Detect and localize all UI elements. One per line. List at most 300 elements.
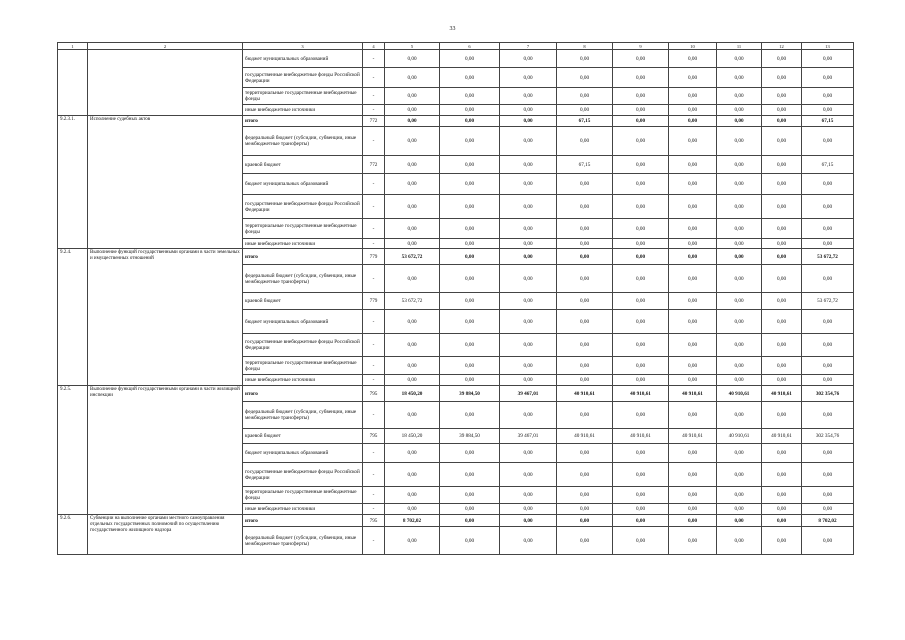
budget-code: 772: [363, 156, 385, 174]
amount-cell: 0,00: [385, 375, 440, 386]
budget-code: 779: [363, 249, 385, 265]
amount-cell: 53 672,72: [802, 293, 854, 310]
column-number: 9: [613, 43, 669, 50]
amount-cell: 0,00: [717, 127, 762, 156]
funding-source: бюджет муниципальных образований: [243, 444, 363, 463]
amount-cell: 0,00: [385, 527, 440, 555]
item-number: 9.2.4.: [58, 249, 88, 386]
amount-cell: 0,00: [557, 504, 613, 515]
amount-cell: 0,00: [717, 88, 762, 105]
column-number: 5: [385, 43, 440, 50]
budget-code: -: [363, 105, 385, 116]
funding-source: бюджет муниципальных образований: [243, 50, 363, 68]
amount-cell: 0,00: [802, 88, 854, 105]
amount-cell: 0,00: [385, 174, 440, 195]
amount-cell: 0,00: [613, 334, 669, 357]
amount-cell: 40 910,61: [717, 386, 762, 402]
amount-cell: 0,00: [440, 527, 500, 555]
amount-cell: 0,00: [440, 219, 500, 239]
amount-cell: 40 910,61: [613, 429, 669, 444]
budget-code: -: [363, 195, 385, 219]
amount-cell: 0,00: [385, 68, 440, 88]
amount-cell: 0,00: [557, 515, 613, 527]
amount-cell: 0,00: [557, 357, 613, 375]
amount-cell: 0,00: [762, 127, 802, 156]
budget-code: -: [363, 357, 385, 375]
amount-cell: 0,00: [500, 50, 557, 68]
amount-cell: 0,00: [440, 515, 500, 527]
amount-cell: 0,00: [440, 293, 500, 310]
amount-cell: 0,00: [717, 174, 762, 195]
amount-cell: 0,00: [557, 265, 613, 293]
funding-source: итого: [243, 515, 363, 527]
amount-cell: 0,00: [385, 402, 440, 429]
amount-cell: 0,00: [669, 310, 717, 334]
amount-cell: 0,00: [500, 116, 557, 127]
amount-cell: 0,00: [440, 105, 500, 116]
amount-cell: 0,00: [385, 504, 440, 515]
column-numbers-row: [58, 43, 854, 50]
amount-cell: 0,00: [500, 334, 557, 357]
funding-source: территориальные государственные внебюджетные фонды: [243, 88, 363, 105]
amount-cell: 0,00: [385, 88, 440, 105]
amount-cell: 0,00: [557, 105, 613, 116]
amount-cell: 0,00: [385, 444, 440, 463]
amount-cell: 0,00: [717, 310, 762, 334]
amount-cell: 53 672,72: [385, 293, 440, 310]
column-number: 8: [557, 43, 613, 50]
amount-cell: 0,00: [802, 50, 854, 68]
amount-cell: 0,00: [717, 444, 762, 463]
budget-code: -: [363, 402, 385, 429]
amount-cell: 0,00: [385, 219, 440, 239]
amount-cell: 0,00: [669, 88, 717, 105]
amount-cell: 0,00: [669, 265, 717, 293]
column-number: 10: [669, 43, 717, 50]
amount-cell: 0,00: [613, 68, 669, 88]
amount-cell: 0,00: [669, 219, 717, 239]
funding-source: бюджет муниципальных образований: [243, 174, 363, 195]
budget-code: -: [363, 239, 385, 249]
amount-cell: 40 910,61: [669, 386, 717, 402]
item-title: Исполнение судебных актов: [88, 116, 243, 249]
amount-cell: 0,00: [802, 357, 854, 375]
funding-source: территориальные государственные внебюджетные фонды: [243, 357, 363, 375]
budget-code: -: [363, 68, 385, 88]
amount-cell: 0,00: [613, 127, 669, 156]
amount-cell: 0,00: [440, 265, 500, 293]
amount-cell: 0,00: [762, 156, 802, 174]
amount-cell: 0,00: [385, 116, 440, 127]
amount-cell: 0,00: [613, 444, 669, 463]
amount-cell: 40 910,61: [717, 429, 762, 444]
amount-cell: 0,00: [500, 487, 557, 504]
amount-cell: 40 910,61: [669, 429, 717, 444]
amount-cell: 0,00: [669, 293, 717, 310]
amount-cell: 0,00: [717, 265, 762, 293]
amount-cell: 18 450,20: [385, 429, 440, 444]
amount-cell: 0,00: [762, 334, 802, 357]
amount-cell: 0,00: [440, 310, 500, 334]
funding-source: краевой бюджет: [243, 156, 363, 174]
amount-cell: 40 910,61: [557, 429, 613, 444]
amount-cell: 0,00: [440, 127, 500, 156]
amount-cell: 0,00: [557, 463, 613, 487]
amount-cell: 0,00: [717, 68, 762, 88]
budget-code: -: [363, 310, 385, 334]
amount-cell: 0,00: [613, 402, 669, 429]
amount-cell: 0,00: [440, 50, 500, 68]
budget-code: -: [363, 463, 385, 487]
amount-cell: 0,00: [440, 88, 500, 105]
table-row: [58, 386, 854, 402]
amount-cell: 0,00: [613, 375, 669, 386]
amount-cell: 0,00: [557, 293, 613, 310]
amount-cell: 0,00: [762, 375, 802, 386]
amount-cell: 0,00: [802, 68, 854, 88]
amount-cell: 0,00: [669, 504, 717, 515]
amount-cell: 0,00: [500, 265, 557, 293]
amount-cell: 0,00: [440, 174, 500, 195]
column-number: 4: [363, 43, 385, 50]
amount-cell: 0,00: [717, 239, 762, 249]
amount-cell: 40 910,61: [762, 429, 802, 444]
amount-cell: 0,00: [385, 156, 440, 174]
amount-cell: 0,00: [717, 293, 762, 310]
amount-cell: 0,00: [762, 50, 802, 68]
amount-cell: 0,00: [500, 515, 557, 527]
amount-cell: 0,00: [717, 527, 762, 555]
amount-cell: 0,00: [802, 375, 854, 386]
budget-code: -: [363, 504, 385, 515]
amount-cell: 0,00: [717, 219, 762, 239]
amount-cell: 0,00: [669, 527, 717, 555]
amount-cell: 0,00: [613, 219, 669, 239]
item-title: Субвенции на выполнение органами местного самоуправления отдельных государственных полномочий по осуществлению государственного жилищного надзора: [88, 515, 243, 555]
funding-source: государственные внебюджетные фонды Российской Федерации: [243, 195, 363, 219]
amount-cell: 0,00: [717, 504, 762, 515]
budget-table: [57, 42, 854, 555]
amount-cell: 0,00: [802, 239, 854, 249]
amount-cell: 0,00: [717, 487, 762, 504]
amount-cell: 0,00: [440, 68, 500, 88]
amount-cell: 0,00: [385, 334, 440, 357]
amount-cell: 0,00: [717, 249, 762, 265]
amount-cell: 67,15: [557, 116, 613, 127]
budget-code: -: [363, 527, 385, 555]
amount-cell: 0,00: [762, 515, 802, 527]
amount-cell: 0,00: [500, 293, 557, 310]
amount-cell: 0,00: [717, 402, 762, 429]
amount-cell: 0,00: [613, 310, 669, 334]
amount-cell: 0,00: [802, 504, 854, 515]
table-row: [58, 249, 854, 265]
amount-cell: 0,00: [762, 239, 802, 249]
amount-cell: 0,00: [669, 174, 717, 195]
column-number: 12: [762, 43, 802, 50]
amount-cell: 0,00: [500, 195, 557, 219]
amount-cell: 0,00: [613, 116, 669, 127]
amount-cell: 0,00: [557, 334, 613, 357]
budget-code: 772: [363, 116, 385, 127]
amount-cell: 0,00: [440, 239, 500, 249]
amount-cell: 0,00: [613, 357, 669, 375]
amount-cell: 0,00: [500, 127, 557, 156]
amount-cell: 0,00: [613, 504, 669, 515]
item-title: [88, 50, 243, 116]
amount-cell: 0,00: [440, 487, 500, 504]
funding-source: территориальные государственные внебюджетные фонды: [243, 487, 363, 504]
column-number: 1: [58, 43, 88, 50]
amount-cell: 0,00: [669, 515, 717, 527]
amount-cell: 0,00: [557, 444, 613, 463]
amount-cell: 0,00: [613, 50, 669, 68]
budget-code: 795: [363, 429, 385, 444]
amount-cell: 0,00: [762, 195, 802, 219]
amount-cell: 0,00: [440, 334, 500, 357]
amount-cell: 40 910,61: [557, 386, 613, 402]
budget-code: -: [363, 127, 385, 156]
amount-cell: 0,00: [802, 174, 854, 195]
amount-cell: 0,00: [762, 487, 802, 504]
budget-code: -: [363, 265, 385, 293]
amount-cell: 18 450,20: [385, 386, 440, 402]
amount-cell: 0,00: [762, 310, 802, 334]
amount-cell: 0,00: [500, 249, 557, 265]
amount-cell: 0,00: [613, 293, 669, 310]
item-number: 9.2.3.1.: [58, 116, 88, 249]
amount-cell: 0,00: [762, 68, 802, 88]
amount-cell: 0,00: [500, 310, 557, 334]
amount-cell: 0,00: [669, 402, 717, 429]
funding-source: итого: [243, 116, 363, 127]
amount-cell: 0,00: [557, 50, 613, 68]
amount-cell: 0,00: [669, 249, 717, 265]
amount-cell: 0,00: [557, 174, 613, 195]
amount-cell: 0,00: [669, 105, 717, 116]
funding-source: иные внебюджетные источники: [243, 504, 363, 515]
budget-code: -: [363, 444, 385, 463]
amount-cell: 0,00: [440, 156, 500, 174]
amount-cell: 0,00: [669, 357, 717, 375]
amount-cell: 0,00: [500, 375, 557, 386]
amount-cell: 0,00: [613, 88, 669, 105]
funding-source: федеральный бюджет (субсидии, субвенции, иные межбюджетные трансферты): [243, 127, 363, 156]
amount-cell: 0,00: [802, 487, 854, 504]
funding-source: территориальные государственные внебюджетные фонды: [243, 219, 363, 239]
funding-source: итого: [243, 386, 363, 402]
amount-cell: 0,00: [802, 127, 854, 156]
amount-cell: 0,00: [557, 402, 613, 429]
amount-cell: 0,00: [762, 293, 802, 310]
amount-cell: 0,00: [762, 402, 802, 429]
amount-cell: 0,00: [669, 68, 717, 88]
funding-source: федеральный бюджет (субсидии, субвенции, иные межбюджетные трансферты): [243, 527, 363, 555]
budget-code: -: [363, 88, 385, 105]
amount-cell: 0,00: [669, 375, 717, 386]
amount-cell: 40 910,61: [762, 386, 802, 402]
amount-cell: 0,00: [613, 105, 669, 116]
amount-cell: 0,00: [385, 195, 440, 219]
amount-cell: 0,00: [669, 50, 717, 68]
amount-cell: 302 354,76: [802, 429, 854, 444]
amount-cell: 0,00: [557, 239, 613, 249]
amount-cell: 0,00: [500, 402, 557, 429]
amount-cell: 0,00: [717, 116, 762, 127]
amount-cell: 0,00: [669, 156, 717, 174]
amount-cell: 53 672,72: [385, 249, 440, 265]
funding-source: иные внебюджетные источники: [243, 375, 363, 386]
amount-cell: 40 910,61: [613, 386, 669, 402]
amount-cell: 0,00: [762, 249, 802, 265]
amount-cell: 0,00: [717, 156, 762, 174]
amount-cell: 0,00: [500, 105, 557, 116]
budget-code: -: [363, 487, 385, 504]
amount-cell: 0,00: [613, 249, 669, 265]
funding-source: иные внебюджетные источники: [243, 239, 363, 249]
funding-source: иные внебюджетные источники: [243, 105, 363, 116]
amount-cell: 39 884,50: [440, 386, 500, 402]
amount-cell: 0,00: [717, 515, 762, 527]
column-number: 3: [243, 43, 363, 50]
amount-cell: 0,00: [669, 116, 717, 127]
amount-cell: 0,00: [440, 463, 500, 487]
amount-cell: 0,00: [440, 402, 500, 429]
funding-source: государственные внебюджетные фонды Российской Федерации: [243, 463, 363, 487]
budget-code: 779: [363, 293, 385, 310]
amount-cell: 0,00: [385, 239, 440, 249]
amount-cell: 0,00: [440, 116, 500, 127]
column-number: 11: [717, 43, 762, 50]
funding-source: итого: [243, 249, 363, 265]
amount-cell: 0,00: [717, 357, 762, 375]
amount-cell: 67,15: [802, 156, 854, 174]
amount-cell: 0,00: [613, 515, 669, 527]
funding-source: краевой бюджет: [243, 293, 363, 310]
amount-cell: 0,00: [557, 375, 613, 386]
amount-cell: 0,00: [717, 50, 762, 68]
amount-cell: 0,00: [557, 219, 613, 239]
amount-cell: 8 702,02: [802, 515, 854, 527]
amount-cell: 0,00: [557, 249, 613, 265]
amount-cell: 0,00: [762, 527, 802, 555]
amount-cell: 0,00: [500, 156, 557, 174]
budget-code: 795: [363, 386, 385, 402]
column-number: 6: [440, 43, 500, 50]
funding-source: краевой бюджет: [243, 429, 363, 444]
amount-cell: 0,00: [613, 174, 669, 195]
amount-cell: 0,00: [802, 402, 854, 429]
amount-cell: 0,00: [669, 127, 717, 156]
amount-cell: 0,00: [557, 310, 613, 334]
amount-cell: 67,15: [802, 116, 854, 127]
amount-cell: 0,00: [669, 444, 717, 463]
amount-cell: 0,00: [613, 195, 669, 219]
amount-cell: 0,00: [717, 105, 762, 116]
amount-cell: 0,00: [500, 463, 557, 487]
amount-cell: 0,00: [802, 444, 854, 463]
amount-cell: 0,00: [802, 527, 854, 555]
amount-cell: 0,00: [500, 219, 557, 239]
table-row: [58, 50, 854, 68]
funding-source: государственные внебюджетные фонды Российской Федерации: [243, 334, 363, 357]
amount-cell: 0,00: [385, 463, 440, 487]
item-number: [58, 50, 88, 116]
amount-cell: 0,00: [500, 504, 557, 515]
amount-cell: 0,00: [762, 357, 802, 375]
amount-cell: 0,00: [613, 239, 669, 249]
amount-cell: 0,00: [802, 219, 854, 239]
table-row: [58, 515, 854, 527]
amount-cell: 39 467,01: [500, 386, 557, 402]
amount-cell: 0,00: [613, 156, 669, 174]
amount-cell: 0,00: [440, 195, 500, 219]
amount-cell: 0,00: [500, 174, 557, 195]
amount-cell: 0,00: [762, 116, 802, 127]
amount-cell: 39 884,50: [440, 429, 500, 444]
amount-cell: 0,00: [500, 527, 557, 555]
amount-cell: 0,00: [762, 463, 802, 487]
budget-code: -: [363, 50, 385, 68]
amount-cell: 0,00: [440, 357, 500, 375]
table-body: [58, 43, 854, 555]
item-title: Выполнение функций государственными органами в части жилищной инспекции: [88, 386, 243, 515]
amount-cell: 0,00: [762, 265, 802, 293]
amount-cell: 302 354,76: [802, 386, 854, 402]
amount-cell: 0,00: [385, 127, 440, 156]
amount-cell: 0,00: [557, 527, 613, 555]
amount-cell: 0,00: [557, 68, 613, 88]
amount-cell: 39 467,01: [500, 429, 557, 444]
amount-cell: 0,00: [385, 105, 440, 116]
amount-cell: 0,00: [385, 310, 440, 334]
amount-cell: 0,00: [802, 463, 854, 487]
amount-cell: 0,00: [762, 88, 802, 105]
amount-cell: 0,00: [500, 239, 557, 249]
column-number: 13: [802, 43, 854, 50]
budget-code: -: [363, 174, 385, 195]
amount-cell: 0,00: [762, 504, 802, 515]
amount-cell: 0,00: [613, 527, 669, 555]
amount-cell: 0,00: [385, 357, 440, 375]
amount-cell: 0,00: [557, 487, 613, 504]
amount-cell: 0,00: [802, 195, 854, 219]
amount-cell: 0,00: [717, 375, 762, 386]
amount-cell: 0,00: [440, 249, 500, 265]
funding-source: государственные внебюджетные фонды Российской Федерации: [243, 68, 363, 88]
budget-code: -: [363, 334, 385, 357]
amount-cell: 0,00: [440, 375, 500, 386]
amount-cell: 0,00: [385, 50, 440, 68]
amount-cell: 0,00: [669, 487, 717, 504]
amount-cell: 0,00: [717, 334, 762, 357]
amount-cell: 0,00: [802, 105, 854, 116]
amount-cell: 0,00: [557, 88, 613, 105]
amount-cell: 0,00: [440, 444, 500, 463]
amount-cell: 0,00: [762, 444, 802, 463]
amount-cell: 0,00: [802, 310, 854, 334]
amount-cell: 0,00: [802, 334, 854, 357]
column-number: 7: [500, 43, 557, 50]
amount-cell: 0,00: [385, 487, 440, 504]
table-row: [58, 116, 854, 127]
amount-cell: 0,00: [669, 334, 717, 357]
amount-cell: 0,00: [613, 463, 669, 487]
funding-source: федеральный бюджет (субсидии, субвенции, иные межбюджетные трансферты): [243, 265, 363, 293]
budget-code: -: [363, 219, 385, 239]
amount-cell: 0,00: [669, 463, 717, 487]
amount-cell: 0,00: [500, 88, 557, 105]
